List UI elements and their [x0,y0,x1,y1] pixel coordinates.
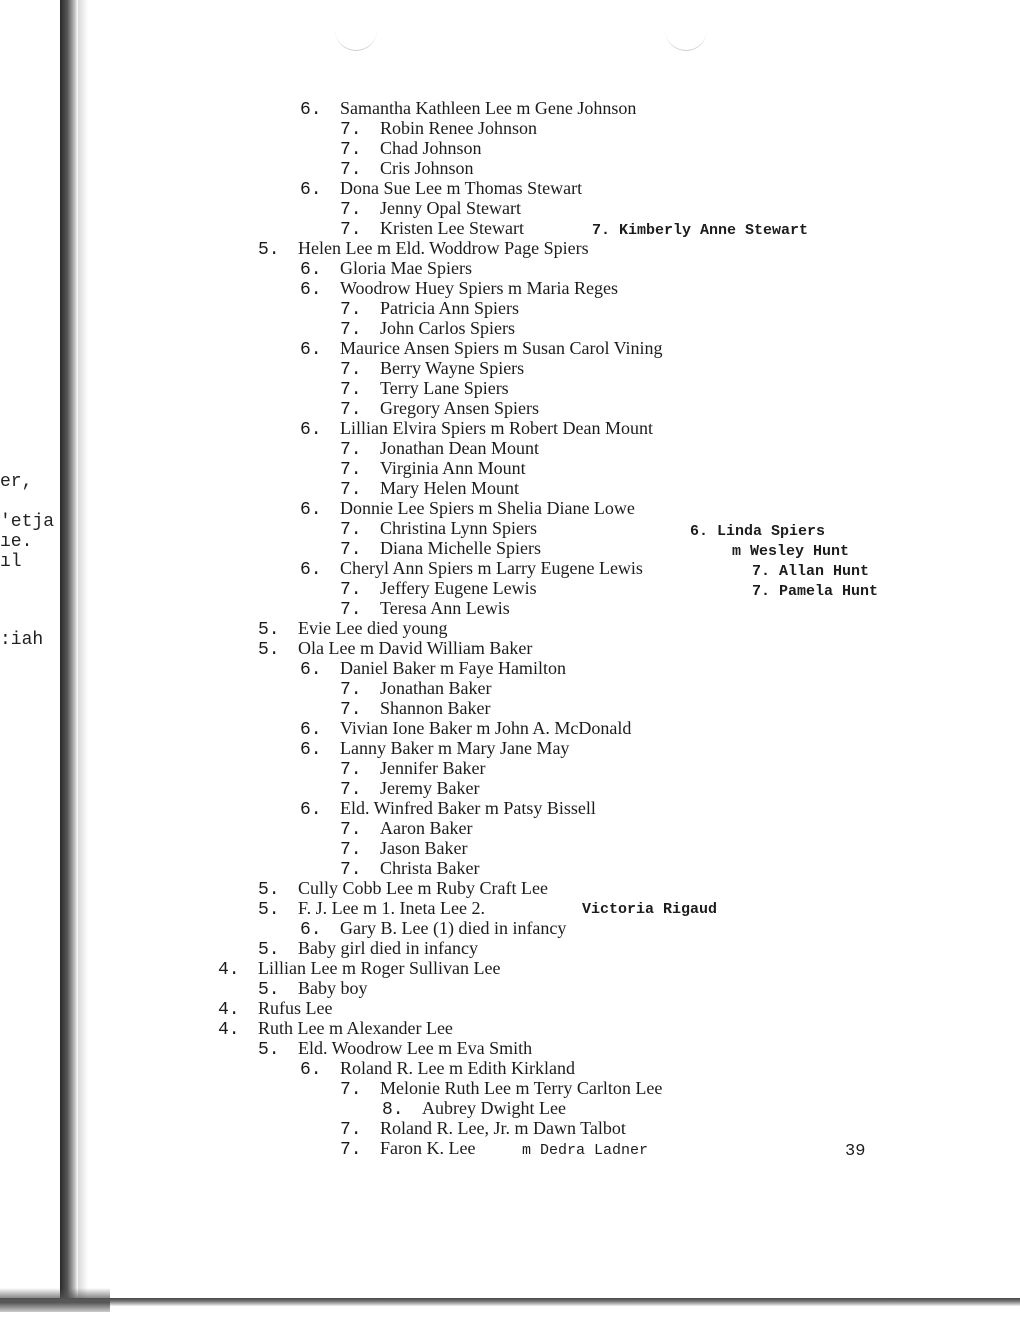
generation-number: 7. [340,1120,362,1140]
handwritten-addition: 7. Allan Hunt [752,563,870,580]
entry-text: Faron K. Lee [380,1138,476,1158]
margin-fragment: er, [0,472,33,492]
generation-number: 6. [300,260,322,280]
generation-number: 5. [258,940,280,960]
entry-text: Evie Lee died young [298,618,448,638]
entry-text: Daniel Baker m Faye Hamilton [340,658,566,678]
entry-text: Eld. Woodrow Lee m Eva Smith [298,1038,533,1058]
handwritten-addition: m Dedra Ladner [522,1142,649,1159]
margin-fragment: ıl [0,552,22,572]
entry-text: Berry Wayne Spiers [380,358,525,378]
entry-text: Lillian Elvira Spiers m Robert Dean Mount [340,418,653,438]
generation-number: 6. [300,180,322,200]
entry-text: Melonie Ruth Lee m Terry Carlton Lee [380,1078,663,1098]
entry-text: Christina Lynn Spiers [380,518,537,538]
entry-text: Cully Cobb Lee m Ruby Craft Lee [298,878,548,898]
generation-number: 7. [340,860,362,880]
genealogy-entry [218,1018,453,1040]
generation-number: 7. [340,380,362,400]
genealogy-entry [340,838,467,860]
entry-text: Rufus Lee [258,998,333,1018]
generation-number: 7. [340,120,362,140]
handwritten-addition: Victoria Rigaud [582,901,718,918]
genealogy-entry [340,1138,475,1160]
genealogy-entry [340,1118,626,1140]
genealogy-entry [340,318,515,340]
generation-number: 6. [300,720,322,740]
generation-number: 6. [300,560,322,580]
genealogy-entry [258,878,548,900]
entry-text: Helen Lee m Eld. Woddrow Page Spiers [298,238,589,258]
entry-text: Roland R. Lee m Edith Kirkland [340,1058,575,1078]
generation-number: 6. [300,340,322,360]
genealogy-entry [258,238,589,260]
generation-number: 7. [340,140,362,160]
entry-text: Vivian Ione Baker m John A. McDonald [340,718,632,738]
generation-number: 8. [382,1100,404,1120]
generation-number: 6. [300,280,322,300]
generation-number: 7. [340,440,362,460]
genealogy-entry [300,658,566,680]
generation-number: 5. [258,620,280,640]
generation-number: 7. [340,540,362,560]
genealogy-entry [300,278,618,300]
generation-number: 7. [340,680,362,700]
entry-text: Lanny Baker m Mary Jane May [340,738,570,758]
entry-text: Cheryl Ann Spiers m Larry Eugene Lewis [340,558,643,578]
genealogy-entry [340,378,509,400]
generation-number: 7. [340,700,362,720]
entry-text: Jonathan Dean Mount [380,438,539,458]
generation-number: 5. [258,980,280,1000]
generation-number: 6. [300,100,322,120]
generation-number: 7. [340,600,362,620]
generation-number: 4. [218,1000,240,1020]
entry-text: Patricia Ann Spiers [380,298,519,318]
genealogy-entry [258,978,368,1000]
binding-shadow [78,0,88,1300]
generation-number: 7. [340,840,362,860]
genealogy-entry [340,118,537,140]
generation-number: 5. [258,240,280,260]
genealogy-entry [300,1058,575,1080]
genealogy-entry [258,898,485,920]
generation-number: 4. [218,960,240,980]
generation-number: 7. [340,780,362,800]
genealogy-entry [300,418,653,440]
genealogy-entry [300,718,631,740]
entry-text: Diana Michelle Spiers [380,538,541,558]
genealogy-entry [300,798,596,820]
entry-text: Cris Johnson [380,158,474,178]
entry-text: Shannon Baker [380,698,491,718]
handwritten-addition: 7. Kimberly Anne Stewart [592,222,809,239]
entry-text: Roland R. Lee, Jr. m Dawn Talbot [380,1118,626,1138]
genealogy-entry [340,138,482,160]
genealogy-entry [340,198,521,220]
genealogy-entry [340,598,510,620]
genealogy-entry [340,698,490,720]
genealogy-entry [340,158,474,180]
entry-text: Gary B. Lee (1) died in infancy [340,918,567,938]
entry-text: Maurice Ansen Spiers m Susan Carol Vining [340,338,663,358]
entry-text: Gloria Mae Spiers [340,258,472,278]
entry-text: Jennifer Baker [380,758,486,778]
genealogy-entry [340,438,539,460]
genealogy-entry [300,338,663,360]
genealogy-entry [340,538,541,560]
generation-number: 7. [340,1080,362,1100]
genealogy-entry [218,958,500,980]
binding-edge [60,0,78,1300]
bottom-page-edge [0,1298,1020,1306]
generation-number: 7. [340,220,362,240]
generation-number: 5. [258,640,280,660]
genealogy-entry [382,1098,566,1120]
entry-text: Dona Sue Lee m Thomas Stewart [340,178,583,198]
margin-fragment: :iah [0,630,44,650]
generation-number: 6. [300,740,322,760]
entry-text: Ruth Lee m Alexander Lee [258,1018,453,1038]
entry-text: Teresa Ann Lewis [380,598,510,618]
generation-number: 6. [300,500,322,520]
genealogy-entry [300,258,472,280]
genealogy-entry [300,738,569,760]
entry-text: Christa Baker [380,858,480,878]
genealogy-entry [340,858,479,880]
handwritten-addition: 6. Linda Spiers [690,523,826,540]
genealogy-entry [218,998,332,1020]
bottom-corner-shadow [0,1288,110,1312]
genealogy-entry [340,678,491,700]
margin-fragment: ıe. [0,532,33,552]
genealogy-entry [340,478,519,500]
genealogy-entry [340,758,485,780]
genealogy-entry [258,638,532,660]
genealogy-entry [300,558,643,580]
generation-number: 7. [340,760,362,780]
generation-number: 5. [258,900,280,920]
genealogy-entry [340,578,537,600]
generation-number: 6. [300,420,322,440]
genealogy-entry [340,218,524,240]
entry-text: Ola Lee m David William Baker [298,638,533,658]
genealogy-entry [300,178,582,200]
generation-number: 7. [340,300,362,320]
genealogy-entry [340,298,519,320]
entry-text: Woodrow Huey Spiers m Maria Reges [340,278,618,298]
generation-number: 5. [258,880,280,900]
genealogy-entry [300,98,636,120]
genealogy-entry [258,938,478,960]
generation-number: 6. [300,800,322,820]
entry-text: Donnie Lee Spiers m Shelia Diane Lowe [340,498,635,518]
page-number: 39 [845,1142,866,1161]
entry-text: Samantha Kathleen Lee m Gene Johnson [340,98,637,118]
generation-number: 7. [340,200,362,220]
genealogy-entry [340,818,472,840]
entry-text: Kristen Lee Stewart [380,218,524,238]
generation-number: 7. [340,460,362,480]
entry-text: Eld. Winfred Baker m Patsy Bissell [340,798,596,818]
entry-text: Jonathan Baker [380,678,492,698]
generation-number: 7. [340,400,362,420]
entry-text: Jason Baker [380,838,468,858]
genealogy-entry [340,778,479,800]
entry-text: Gregory Ansen Spiers [380,398,539,418]
margin-fragment: 'etja [0,512,55,532]
entry-text: Lillian Lee m Roger Sullivan Lee [258,958,501,978]
generation-number: 7. [340,320,362,340]
genealogy-entry [258,1038,532,1060]
genealogy-entry [340,458,526,480]
entry-text: Terry Lane Spiers [380,378,509,398]
generation-number: 4. [218,1020,240,1040]
punch-hole-mark [665,28,707,51]
entry-text: Aaron Baker [380,818,473,838]
entry-text: Baby boy [298,978,368,998]
generation-number: 7. [340,520,362,540]
generation-number: 7. [340,160,362,180]
handwritten-addition: 7. Pamela Hunt [752,583,879,600]
genealogy-entry [340,398,539,420]
entry-text: Virginia Ann Mount [380,458,526,478]
entry-text: Jenny Opal Stewart [380,198,521,218]
entry-text: John Carlos Spiers [380,318,515,338]
entry-text: F. J. Lee m 1. Ineta Lee 2. [298,898,485,918]
generation-number: 6. [300,920,322,940]
genealogy-entry [300,918,566,940]
entry-text: Mary Helen Mount [380,478,519,498]
genealogy-entry [258,618,447,640]
generation-number: 7. [340,580,362,600]
generation-number: 6. [300,1060,322,1080]
entry-text: Robin Renee Johnson [380,118,537,138]
generation-number: 7. [340,1140,362,1160]
genealogy-entry [340,518,537,540]
entry-text: Chad Johnson [380,138,482,158]
punch-hole-mark [335,28,377,51]
genealogy-entry [340,358,524,380]
generation-number: 5. [258,1040,280,1060]
generation-number: 7. [340,360,362,380]
genealogy-entry [340,1078,662,1100]
genealogy-entry [300,498,635,520]
entry-text: Aubrey Dwight Lee [422,1098,566,1118]
handwritten-addition: m Wesley Hunt [732,543,850,560]
entry-text: Baby girl died in infancy [298,938,478,958]
generation-number: 7. [340,480,362,500]
generation-number: 6. [300,660,322,680]
entry-text: Jeffery Eugene Lewis [380,578,537,598]
generation-number: 7. [340,820,362,840]
entry-text: Jeremy Baker [380,778,480,798]
